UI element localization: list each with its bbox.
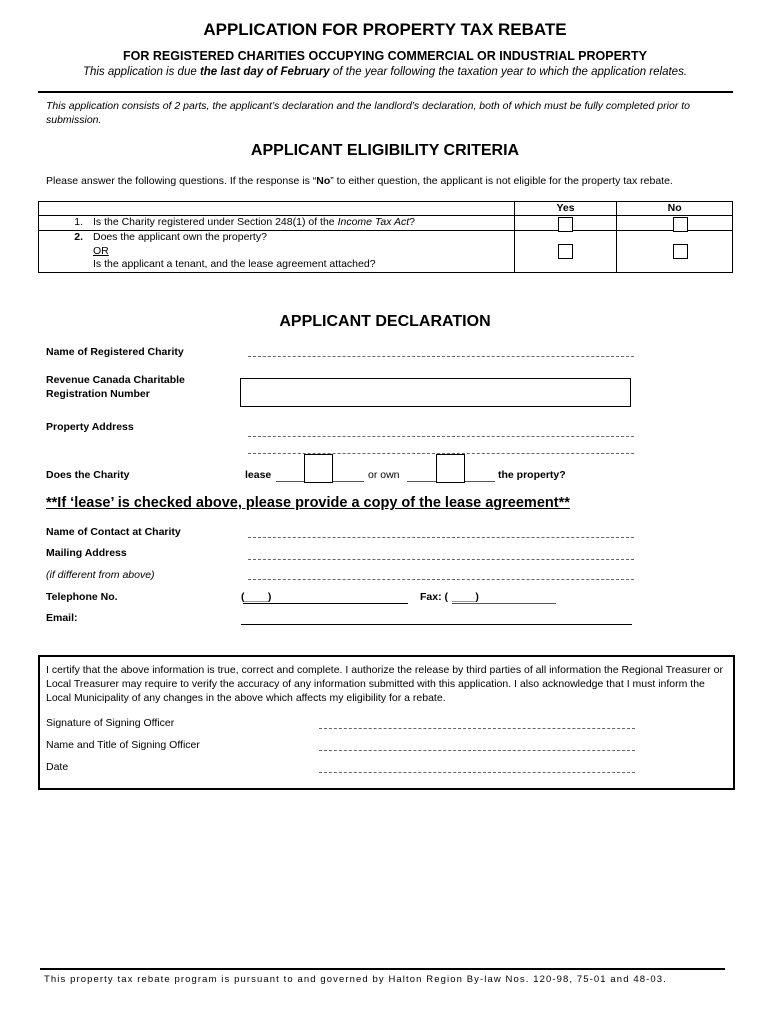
signature-label: Signature of Signing Officer [46, 717, 175, 729]
page-subtitle: FOR REGISTERED CHARITIES OCCUPYING COMMERCIAL OR INDUSTRIAL PROPERTY [123, 49, 647, 63]
question-1-suffix: ? [409, 216, 415, 228]
footer-bylaw-note: This property tax rebate program is pursuant to and governed by Halton Region By-law Nos. 120-98, 75-01 and 48-03. [44, 974, 667, 985]
the-property-text: the property? [498, 469, 566, 481]
lease-copy-note: **If ‘lease’ is checked above, please provide a copy of the lease agreement** [46, 495, 570, 511]
question-1-cell [39, 216, 515, 231]
charity-name-field[interactable] [248, 356, 634, 357]
telephone-area-code: (____) [241, 591, 272, 603]
declaration-heading: APPLICANT DECLARATION [279, 313, 491, 330]
telephone-field[interactable] [243, 603, 408, 604]
charity-name-label: Name of Registered Charity [46, 346, 184, 358]
instructions-prefix: Please answer the following questions. If the response is “ [46, 175, 317, 187]
property-address-field-1[interactable] [248, 436, 634, 437]
registration-label-line-2: Registration Number [46, 388, 150, 400]
fax-area-code: ____) [452, 591, 479, 603]
property-address-label: Property Address [46, 421, 134, 433]
question-2-no-checkbox[interactable] [673, 244, 688, 259]
own-checkbox[interactable] [436, 454, 465, 483]
question-2-or: OR [93, 244, 109, 257]
page-title: APPLICATION FOR PROPERTY TAX REBATE [203, 20, 567, 39]
if-different-note: (if different from above) [46, 569, 155, 581]
contact-name-label: Name of Contact at Charity [46, 526, 181, 538]
question-1-text [93, 216, 415, 228]
mailing-address-field-1[interactable] [248, 559, 634, 560]
table-row [39, 231, 733, 273]
header-divider [38, 91, 733, 93]
instructions-suffix: ” to either question, the applicant is not eligible for the property tax rebate. [330, 175, 673, 187]
question-1-yes-cell [514, 216, 617, 231]
instructions-no: No [316, 175, 331, 187]
registration-number-label [46, 373, 185, 401]
intro-note: This application consists of 2 parts, the applicant’s declaration and the landlord’s declaration, both of which must be fully completed prior to submission. [46, 100, 690, 126]
yes-column-header: Yes [514, 202, 617, 216]
question-2-yes-checkbox[interactable] [558, 244, 573, 259]
registration-label-line-1: Revenue Canada Charitable [46, 374, 185, 386]
due-prefix: This application is due [82, 66, 200, 78]
question-2-line-2: Is the applicant a tenant, and the lease agreement attached? [93, 258, 376, 270]
question-2-no-cell [617, 231, 733, 273]
email-label: Email: [46, 612, 78, 624]
name-title-field[interactable] [319, 750, 635, 751]
telephone-label: Telephone No. [46, 591, 118, 603]
eligibility-heading: APPLICANT ELIGIBILITY CRITERIA [250, 142, 520, 159]
question-1-no-cell [617, 216, 733, 231]
fax-field[interactable] [452, 603, 556, 604]
question-1-prefix: Is the Charity registered under Section 248(1) of the [93, 216, 338, 228]
due-suffix: of the year following the taxation year to which the application relates. [329, 66, 688, 78]
mailing-address-field-2[interactable] [248, 579, 634, 580]
email-field[interactable] [241, 624, 632, 625]
lease-or-own-label: Does the Charity [46, 469, 130, 481]
eligibility-table [38, 201, 733, 273]
due-date-note [0, 66, 770, 78]
certification-box [38, 655, 735, 790]
question-2-cell [39, 231, 515, 273]
question-1-number: 1. [74, 216, 83, 228]
table-header-row [39, 202, 733, 216]
or-own-word: or own [368, 469, 400, 481]
question-2-yes-cell [514, 231, 617, 273]
question-2-text [93, 231, 376, 272]
fax-label: Fax: ( [420, 591, 449, 603]
due-deadline: the last day of February [199, 66, 330, 78]
question-2-line-1: Does the applicant own the property? [93, 231, 267, 243]
date-field[interactable] [319, 772, 635, 773]
question-1-act: Income Tax Act [337, 216, 410, 228]
contact-name-field[interactable] [248, 537, 634, 538]
lease-checkbox[interactable] [304, 454, 333, 483]
mailing-address-label: Mailing Address [46, 547, 127, 559]
table-row [39, 216, 733, 231]
name-title-label: Name and Title of Signing Officer [46, 739, 200, 751]
question-header-cell [39, 202, 515, 216]
lease-word: lease [245, 469, 272, 481]
question-2-number: 2. [74, 231, 83, 243]
registration-number-field[interactable] [240, 378, 631, 407]
signature-field[interactable] [319, 728, 635, 729]
date-label: Date [46, 761, 69, 773]
footer-divider [40, 968, 725, 970]
no-column-header: No [617, 202, 733, 216]
eligibility-instructions [46, 175, 673, 187]
certification-text: I certify that the above information is true, correct and complete. I authorize the release by third parties of all information the Regional Treasurer or Local Treasurer may require to verify the accuracy of any information submitted with this application. I also acknowledge that I must inform the Local Municipality of any changes in the above which affects my eligibility for a rebate. [46, 664, 724, 704]
